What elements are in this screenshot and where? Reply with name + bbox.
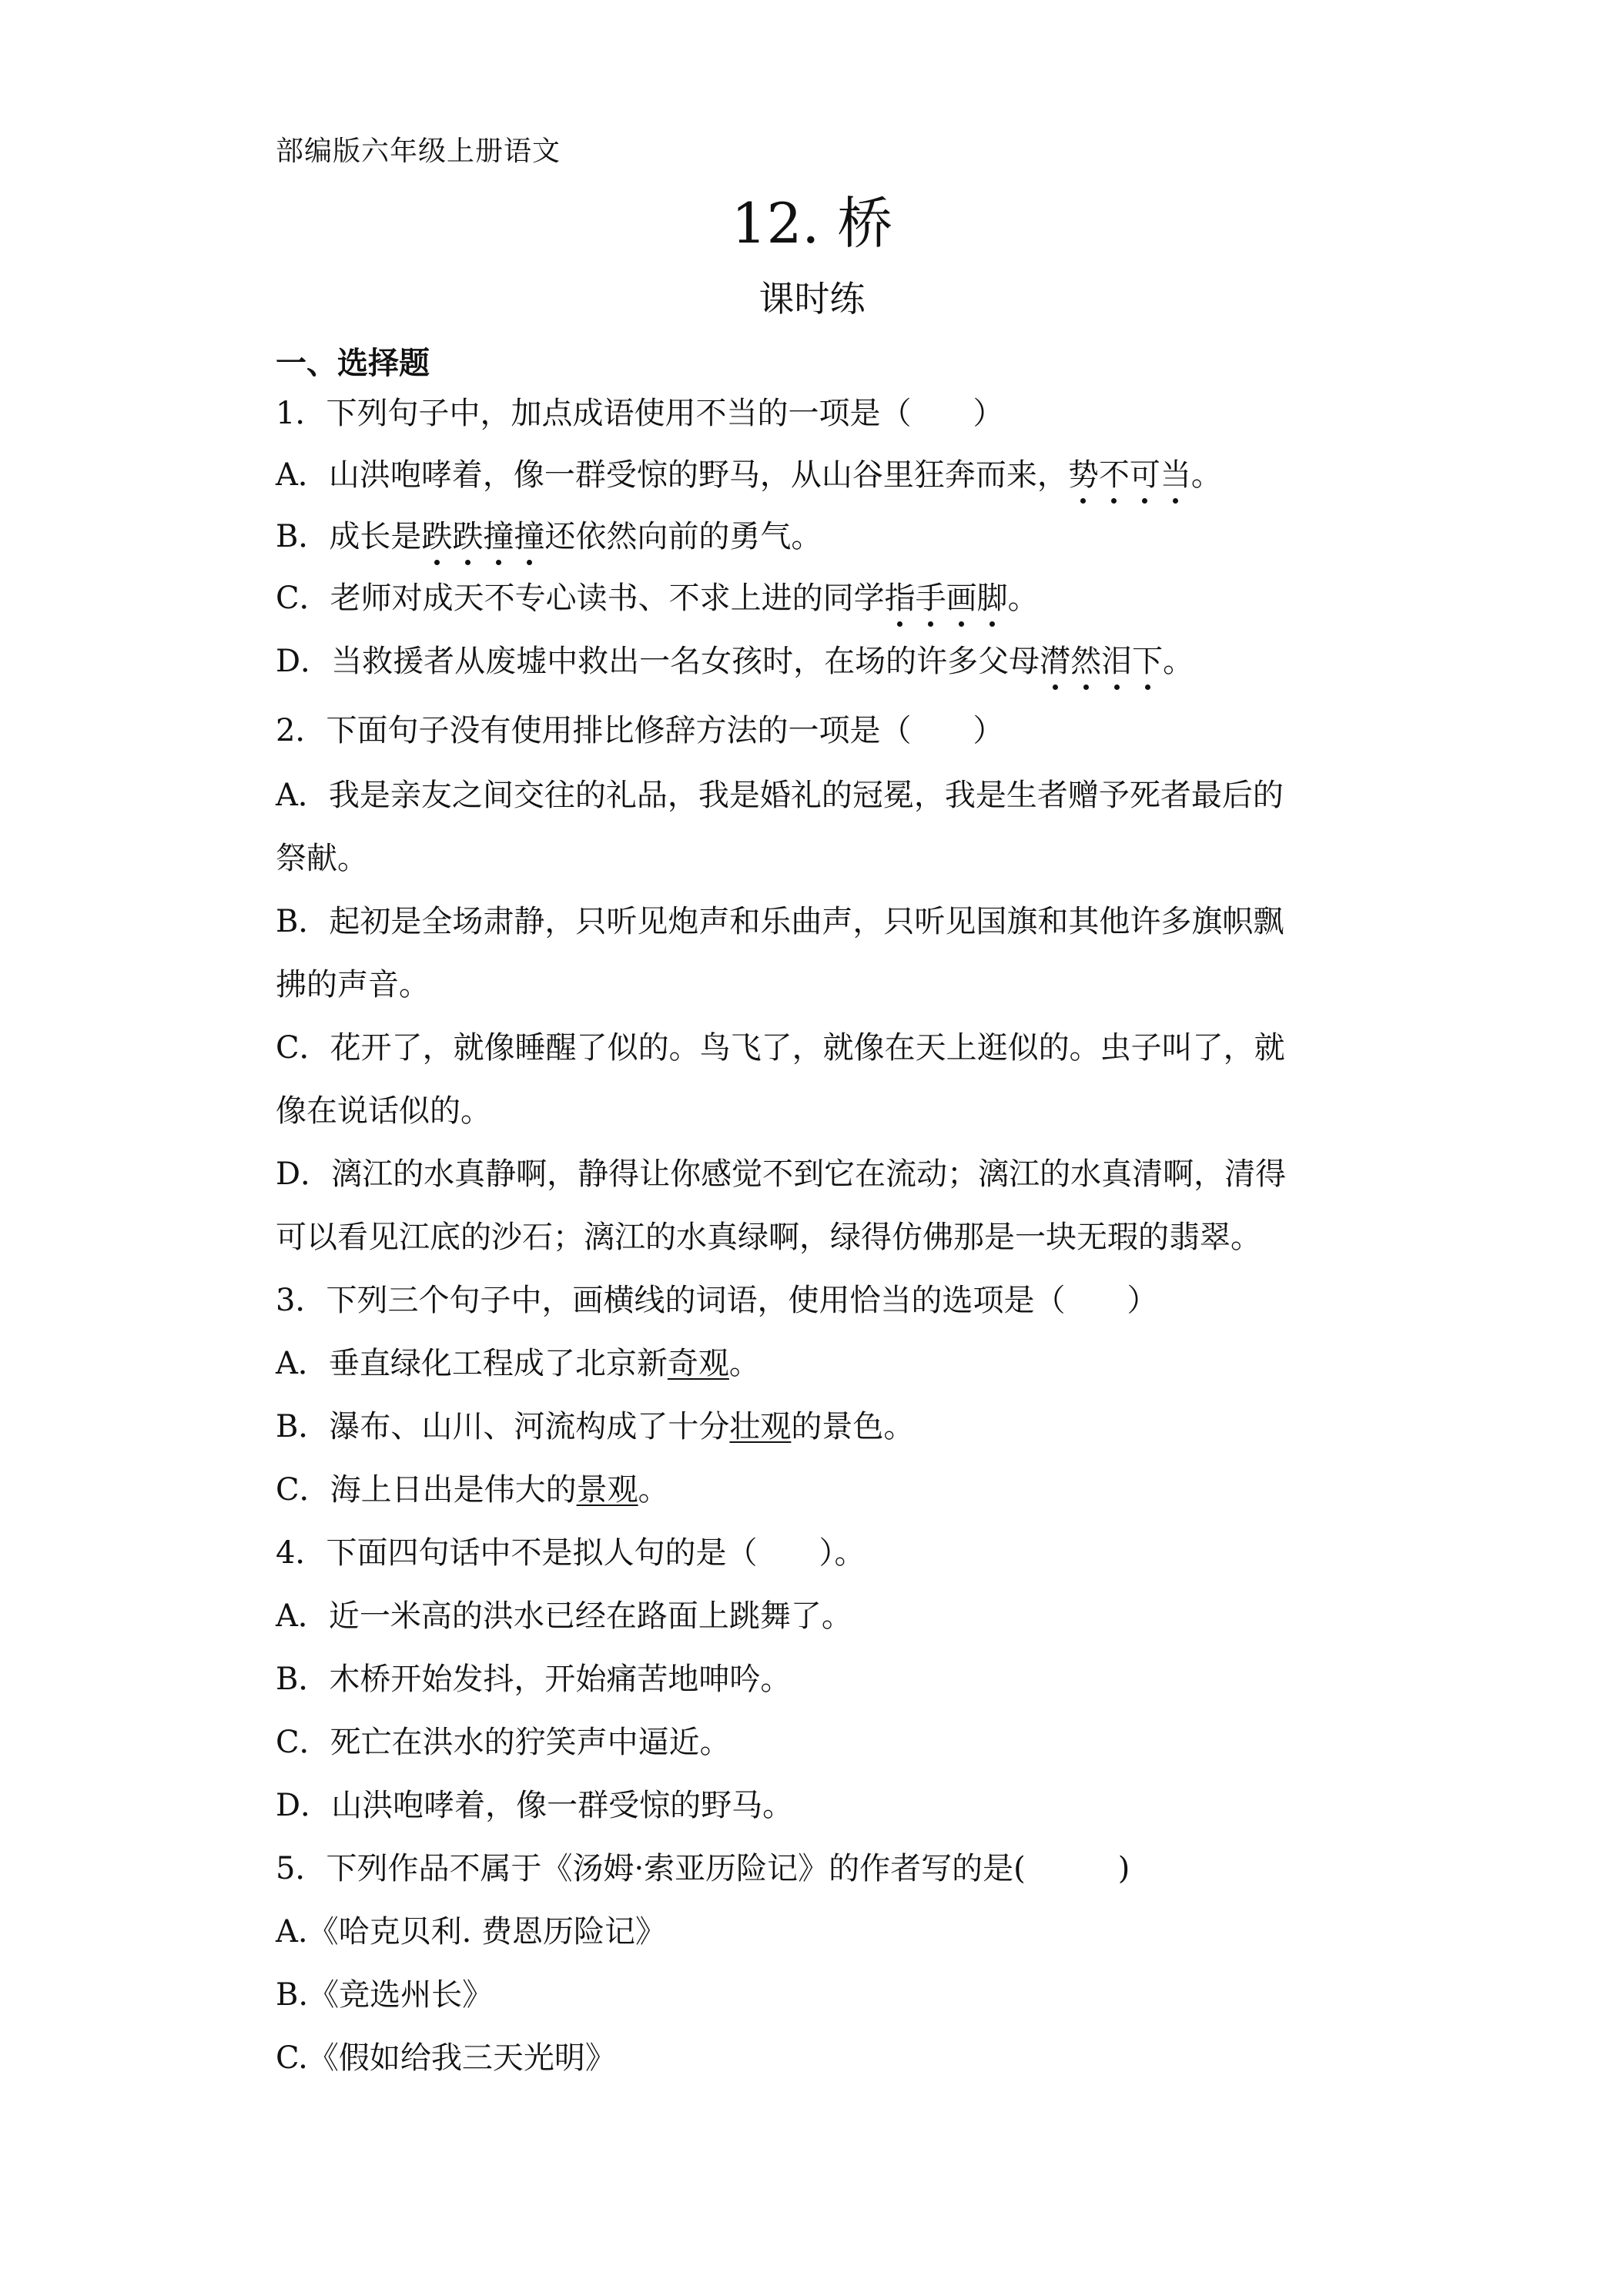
q2-option-b-line2: 拂的声音。 xyxy=(276,967,430,1002)
emphasis-char: 画 xyxy=(946,581,977,616)
emphasis-char: 可 xyxy=(1129,457,1160,493)
q1-b-text: B．成长是 xyxy=(276,519,422,554)
q1-option-b xyxy=(276,517,822,556)
q3-b-end: 的景色。 xyxy=(791,1409,915,1444)
q1-a-end: 。 xyxy=(1190,457,1222,493)
q4-option-a: A．近一米高的洪水已经在路面上跳舞了。 xyxy=(276,1598,852,1634)
q2-option-c-line1: C．花开了，就像睡醒了似的。鸟飞了，就像在天上逛似的。虫子叫了，就 xyxy=(276,1030,1285,1066)
emphasis-char: 当 xyxy=(1160,457,1191,493)
q1-stem: 1．下列句子中，加点成语使用不当的一项是（ ） xyxy=(276,396,1004,431)
emphasis-char: 然 xyxy=(1070,644,1102,679)
q5-option-b: B.《竞选州长》 xyxy=(276,1977,494,2013)
emphasis-char: 泪 xyxy=(1101,644,1133,679)
underlined-word: 景观 xyxy=(576,1472,638,1508)
q3-c-text: C．海上日出是伟大的 xyxy=(276,1472,577,1508)
emphasis-char: 撞 xyxy=(483,519,514,554)
section-heading: 一、选择题 xyxy=(276,346,430,381)
q2-option-d-line1: D．漓江的水真静啊，静得让你感觉不到它在流动；漓江的水真清啊，清得 xyxy=(276,1156,1287,1192)
q1-a-text: A．山洪咆哮着，像一群受惊的野马，从山谷里狂奔而来， xyxy=(276,457,1068,493)
q3-option-c xyxy=(276,1471,669,1509)
emphasis-char: 势 xyxy=(1067,457,1099,493)
q4-option-c: C．死亡在洪水的狞笑声中逼近。 xyxy=(276,1725,731,1760)
emphasis-char: 撞 xyxy=(514,519,545,554)
q2-option-a-line2: 祭献。 xyxy=(276,841,368,876)
q3-a-end: 。 xyxy=(728,1346,760,1381)
q3-a-text: A．垂直绿化工程成了北京新 xyxy=(276,1346,668,1381)
q1-d-text: D．当救援者从废墟中救出一名女孩时，在场的许多父母 xyxy=(276,644,1040,679)
emphasis-char: 潸 xyxy=(1040,644,1071,679)
q1-c-end: 。 xyxy=(1007,581,1039,616)
emphasis-char: 脚 xyxy=(976,581,1008,616)
q2-option-b-line1: B．起初是全场肃静，只听见炮声和乐曲声，只听见国旗和其他许多旗帜飘 xyxy=(276,904,1284,939)
q1-option-d xyxy=(276,642,1194,681)
emphasis-char: 跌 xyxy=(452,519,484,554)
q2-option-a-line1: A．我是亲友之间交往的礼品，我是婚礼的冠冕，我是生者赠予死者最后的 xyxy=(276,778,1284,813)
q4-option-b: B．木桥开始发抖，开始痛苦地呻吟。 xyxy=(276,1662,792,1697)
q2-option-c-line2: 像在说话似的。 xyxy=(276,1093,491,1129)
underlined-word: 奇观 xyxy=(667,1346,729,1381)
q5-option-a: A.《哈克贝利. 费恩历险记》 xyxy=(276,1914,667,1950)
underlined-word: 壮观 xyxy=(729,1409,792,1444)
q4-stem: 4．下面四句话中不是拟人句的是（ ）。 xyxy=(276,1535,866,1571)
emphasis-char: 不 xyxy=(1098,457,1130,493)
q4-option-d: D．山洪咆哮着，像一群受惊的野马。 xyxy=(276,1788,794,1823)
emphasis-char: 指 xyxy=(884,581,916,616)
emphasis-char: 跌 xyxy=(421,519,453,554)
lesson-subtitle: 课时练 xyxy=(758,278,866,320)
page-header: 部编版六年级上册语文 xyxy=(276,136,561,167)
q1-option-a xyxy=(276,456,1222,494)
q1-d-end: 。 xyxy=(1163,644,1194,679)
q2-stem: 2．下面句子没有使用排比修辞方法的一项是（ ） xyxy=(276,713,1004,748)
emphasis-char: 手 xyxy=(915,581,946,616)
q2-option-d-line2: 可以看见江底的沙石；漓江的水真绿啊，绿得仿佛那是一块无瑕的翡翠。 xyxy=(276,1220,1261,1255)
q1-b-end: 还依然向前的勇气。 xyxy=(544,519,822,554)
q3-stem: 3．下列三个句子中，画横线的词语，使用恰当的选项是（ ） xyxy=(276,1283,1158,1318)
q5-stem: 5．下列作品不属于《汤姆·索亚历险记》的作者写的是( ) xyxy=(276,1851,1130,1886)
q5-option-c: C.《假如给我三天光明》 xyxy=(276,2040,616,2076)
q3-option-a xyxy=(276,1344,760,1383)
q3-c-end: 。 xyxy=(638,1472,669,1508)
q1-option-c xyxy=(276,579,1039,618)
emphasis-char: 下 xyxy=(1132,644,1164,679)
q3-b-text: B．瀑布、山川、河流构成了十分 xyxy=(276,1409,730,1444)
lesson-title: 12. 桥 xyxy=(731,191,893,256)
q3-option-b xyxy=(276,1407,914,1446)
q1-c-text: C．老师对成天不专心读书、不求上进的同学 xyxy=(276,581,885,616)
